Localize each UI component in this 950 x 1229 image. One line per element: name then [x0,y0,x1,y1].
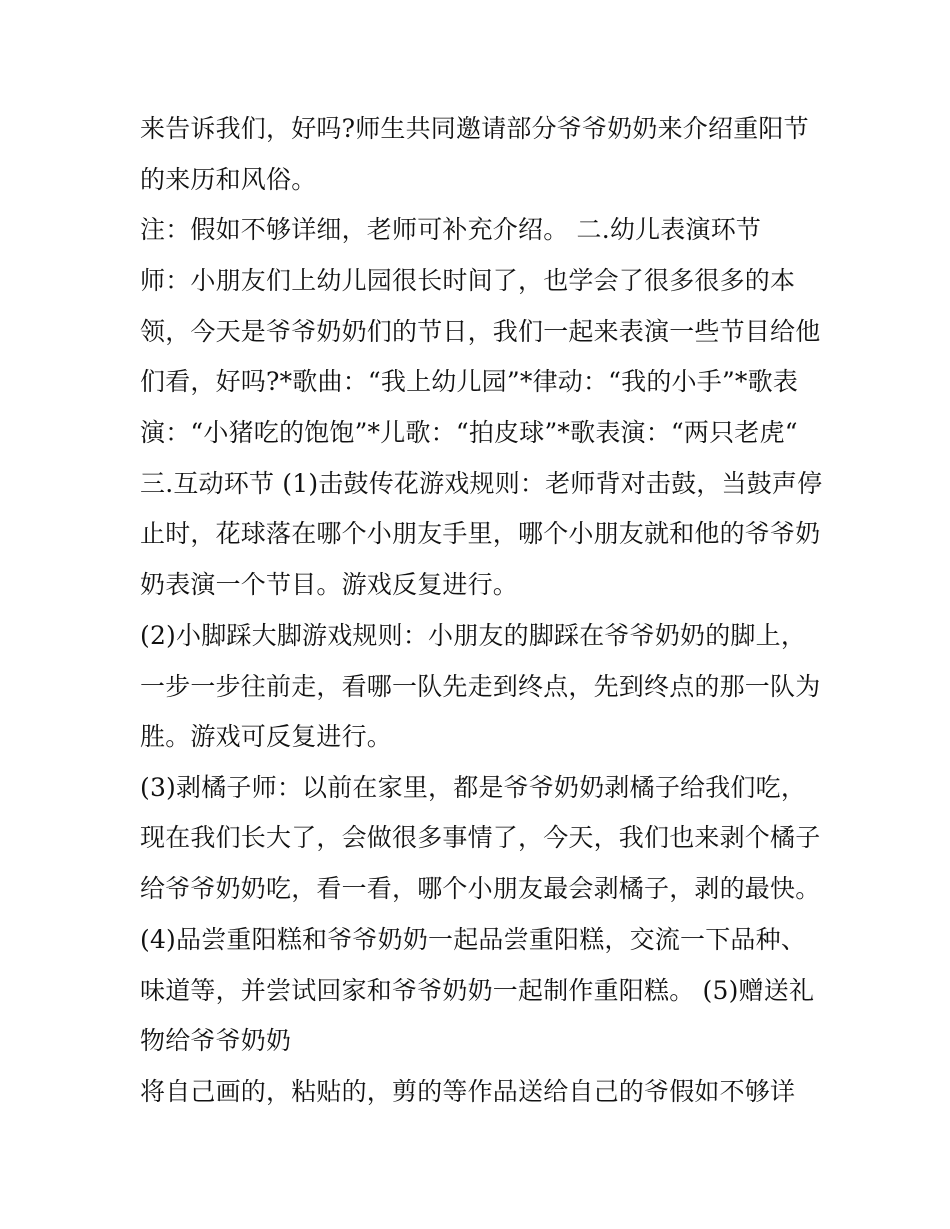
text-line: 演：“小猪吃的饱饱”*儿歌：“拍皮球”*歌表演：“两只老虎“ [140,418,798,447]
text-line: 胜。游戏可反复进行。 [140,722,393,751]
text-line: 现在我们长大了，会做很多事情了，今天，我们也来剥个橘子 [140,823,821,852]
text-line: (2)小脚踩大脚游戏规则：小朋友的脚踩在爷爷奶奶的脚上， [140,621,807,650]
text-line: 们看，好吗?*歌曲：“我上幼儿园”*律动：“我的小手”*歌表 [140,367,799,396]
text-line: 将自己画的，粘贴的，剪的等作品送给自己的爷假如不够详 [140,1077,796,1106]
text-line: 师：小朋友们上幼儿园很长时间了，也学会了很多很多的本 [140,266,796,295]
text-line: 领，今天是爷爷奶奶们的节日，我们一起来表演一些节目给他 [140,317,821,346]
text-line: 的来历和风俗。 [140,165,317,194]
text-line: (3)剥橘子师：以前在家里，都是爷爷奶奶剥橘子给我们吃， [140,773,807,802]
text-line: 止时，花球落在哪个小朋友手里，哪个小朋友就和他的爷爷奶 [140,519,821,548]
text-line: 注：假如不够详细，老师可补充介绍。 二.幼儿表演环节 [140,215,762,244]
text-line: 给爷爷奶奶吃，看一看，哪个小朋友最会剥橘子，剥的最快。 [140,874,821,903]
text-line: (4)品尝重阳糕和爷爷奶奶一起品尝重阳糕，交流一下品种、 [140,925,807,954]
text-line: 奶表演一个节目。游戏反复进行。 [140,570,519,599]
text-line: 来告诉我们，好吗?师生共同邀请部分爷爷奶奶来介绍重阳节 [140,114,809,143]
text-line: 物给爷爷奶奶 [140,1026,292,1055]
text-line: 一步一步往前走，看哪一队先走到终点，先到终点的那一队为 [140,672,821,701]
text-line: 味道等，并尝试回家和爷爷奶奶一起制作重阳糕。 (5)赠送礼 [140,976,815,1005]
text-line: 三.互动环节 (1)击鼓传花游戏规则：老师背对击鼓，当鼓声停 [140,469,823,498]
